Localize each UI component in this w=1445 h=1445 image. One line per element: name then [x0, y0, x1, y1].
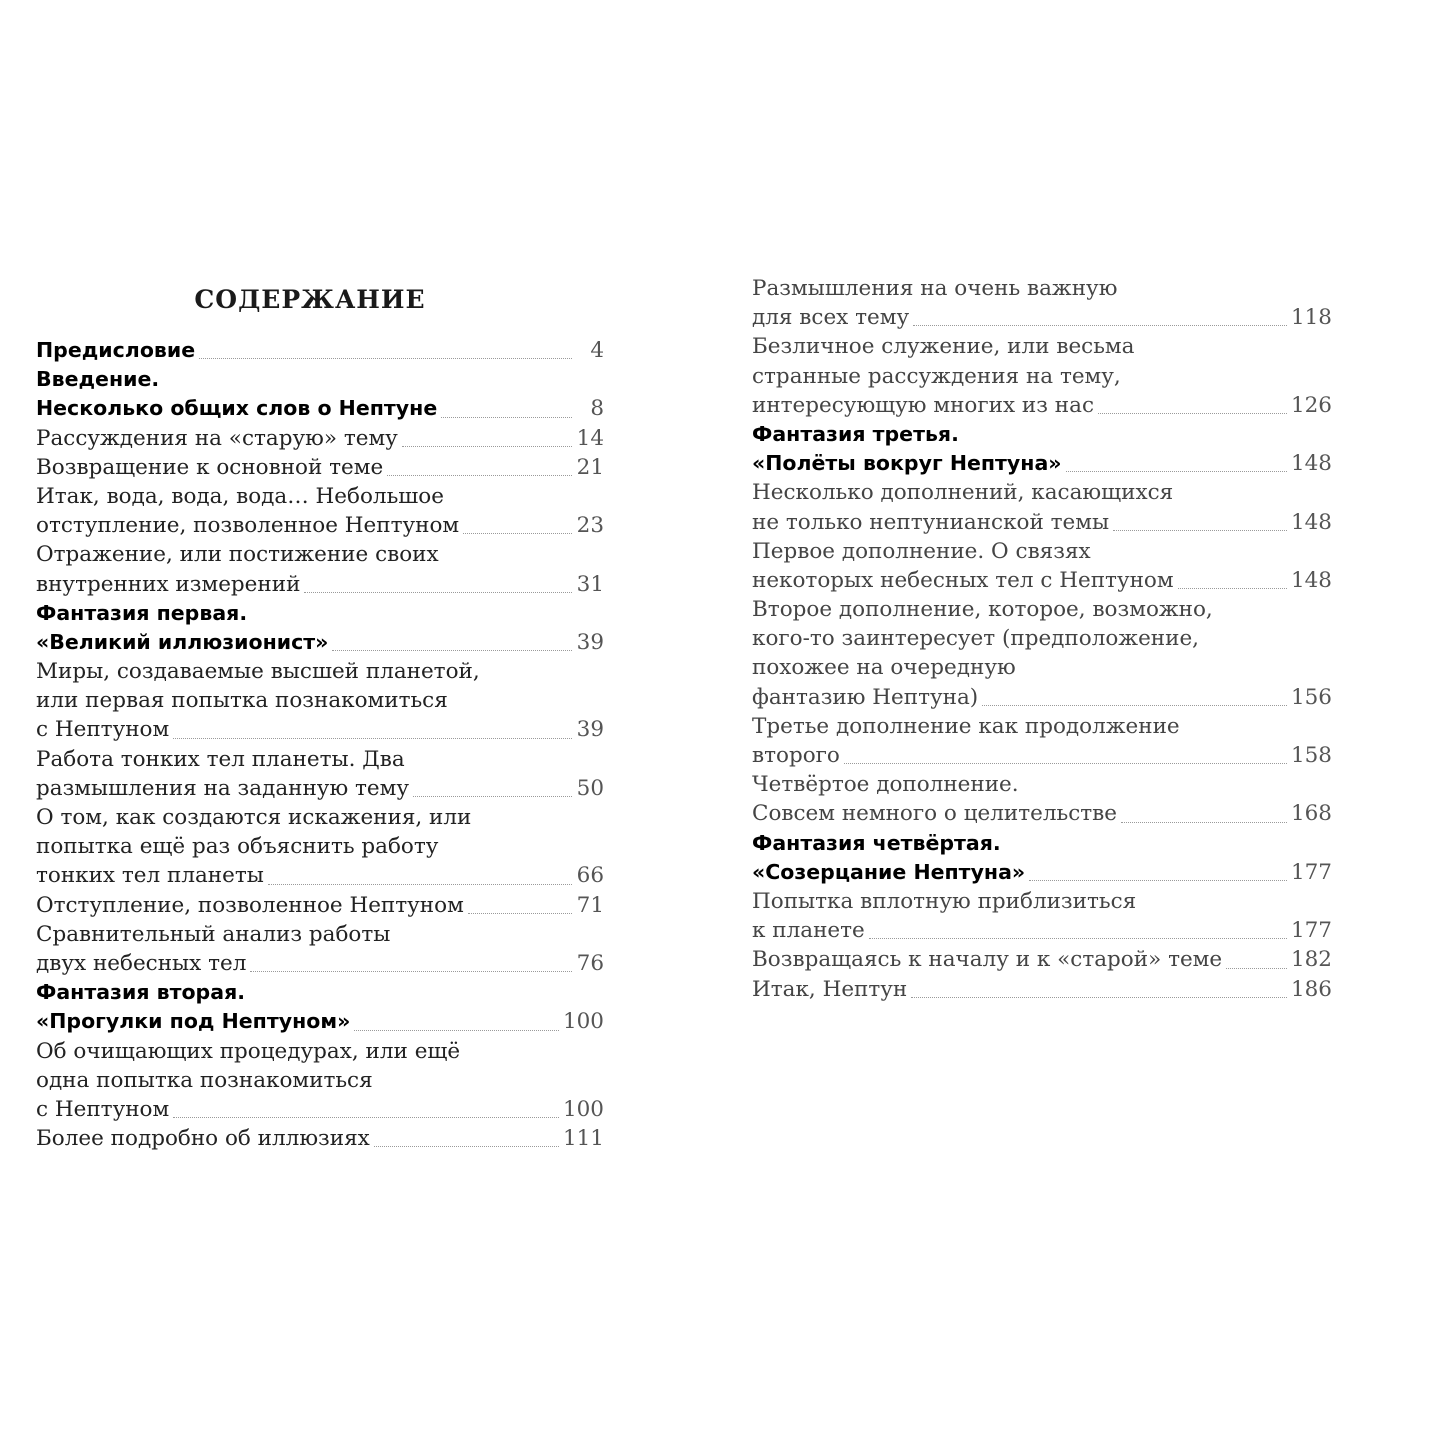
toc-page-number: 182 [1290, 947, 1332, 973]
dot-leader [468, 912, 572, 914]
toc-entry-line [752, 478, 1332, 507]
toc-entry-line [752, 799, 1332, 828]
toc-page-number: 21 [576, 454, 604, 480]
toc-entry-line [36, 774, 604, 803]
toc-page-number: 71 [576, 892, 604, 918]
toc-entry-text: странные рассуждения на тему, [752, 363, 1121, 389]
toc-page-number: 177 [1290, 859, 1332, 885]
toc-entry-line [36, 891, 604, 920]
toc-entry-text: Сравнительный анализ работы [36, 921, 391, 947]
toc-entry-line [36, 978, 604, 1007]
toc-entry-text: Первое дополнение. О связях [752, 538, 1091, 564]
toc-entry-line [752, 653, 1332, 682]
toc-title: СОДЕРЖАНИЕ [194, 285, 426, 314]
toc-page-number: 100 [562, 1096, 604, 1122]
toc-page-number: 111 [562, 1126, 604, 1152]
toc-entry-text: Безличное служение, или весьма [752, 334, 1135, 360]
toc-entry-text: или первая попытка познакомиться [36, 688, 448, 714]
toc-entry-line [752, 595, 1332, 624]
toc-page-number: 39 [576, 629, 604, 655]
toc-entry-text: О том, как создаются искажения, или [36, 805, 472, 830]
toc-entry [752, 829, 1332, 858]
toc-page-number: 177 [1290, 918, 1332, 944]
toc-entry-line [36, 628, 604, 657]
toc-entry-text: Несколько общих слов о Нептуне [36, 396, 438, 421]
toc-entry [752, 420, 1332, 449]
toc-entry-text: не только нептунианской темы [752, 509, 1110, 535]
toc-entry-text: Размышления на очень важную [752, 276, 1118, 301]
toc-entry-line [752, 537, 1332, 566]
toc-entry [752, 770, 1332, 799]
toc-page-number: 118 [1290, 305, 1332, 331]
toc-entry-line [752, 449, 1332, 478]
dot-leader [413, 795, 572, 797]
toc-entry-text: Итак, Нептун [752, 976, 908, 1002]
toc-entry-text: Миры, создаваемые высшей планетой, [36, 659, 480, 685]
toc-entry-text: для всех тему [752, 305, 910, 331]
toc-entry-text: Более подробно об иллюзиях [36, 1126, 370, 1152]
toc-entry-text: с Нептуном [36, 1096, 170, 1122]
toc-entry-text: Несколько дополнений, касающихся [752, 480, 1174, 506]
toc-page-number: 8 [590, 396, 604, 422]
dot-leader [982, 704, 1287, 706]
toc-entry [752, 945, 1332, 974]
toc-entry [752, 712, 1332, 770]
toc-entry [36, 394, 604, 423]
toc-entry-line [752, 303, 1332, 332]
toc-entry-line [752, 916, 1332, 945]
toc-entry [752, 478, 1332, 536]
dot-leader [387, 474, 572, 476]
toc-entry-line [752, 858, 1332, 887]
toc-entry-line [752, 975, 1332, 1004]
toc-entry-text: Фантазия четвёртая. [752, 830, 1001, 855]
dot-leader [304, 591, 572, 593]
toc-entry-line [36, 1124, 604, 1153]
toc-entry-line [36, 1037, 604, 1066]
toc-entry-line [752, 741, 1332, 770]
toc-entry [36, 540, 604, 598]
toc-list-left [36, 336, 604, 1153]
toc-entry-line [36, 540, 604, 569]
toc-entry [752, 975, 1332, 1004]
toc-entry-text: Совсем немного о целительстве [752, 801, 1117, 827]
toc-entry-text: «Прогулки под Нептуном» [36, 1009, 351, 1034]
toc-entry-line [36, 570, 604, 599]
toc-entry-text: Четвёртое дополнение. [752, 772, 1019, 798]
toc-entry [752, 332, 1332, 420]
toc-entry [752, 274, 1332, 332]
dot-leader [1178, 587, 1287, 589]
toc-entry-line [36, 1095, 604, 1124]
toc-entry [36, 365, 604, 394]
toc-entry-line [752, 887, 1332, 916]
toc-entry-text: Работа тонких тел планеты. Два [36, 746, 405, 772]
dot-leader [869, 937, 1287, 939]
toc-entry-line [752, 624, 1332, 653]
toc-page-number: 4 [590, 338, 604, 363]
toc-entry-text: Отражение, или постижение своих [36, 542, 439, 568]
toc-entry [752, 449, 1332, 478]
toc-entry-line [36, 686, 604, 715]
toc-entry-text: одна попытка познакомиться [36, 1067, 373, 1093]
toc-entry-text: попытка ещё раз объяснить работу [36, 834, 439, 860]
toc-entry [36, 1007, 604, 1036]
toc-entry-text: интересующую многих из нас [752, 392, 1094, 418]
toc-entry [36, 803, 604, 891]
dot-leader [441, 416, 572, 418]
dot-leader [354, 1029, 559, 1031]
toc-page-number: 66 [576, 863, 604, 889]
dot-leader [1113, 529, 1287, 531]
toc-entry [36, 453, 604, 482]
toc-entry [36, 482, 604, 540]
toc-entry-text: Возвращение к основной теме [36, 454, 384, 480]
toc-entry-line [36, 336, 604, 365]
toc-entry-line [752, 274, 1332, 303]
toc-entry-line [752, 683, 1332, 712]
toc-page-number: 126 [1290, 392, 1332, 418]
toc-entry-line [36, 365, 604, 394]
toc-entry-text: размышления на заданную тему [36, 775, 410, 801]
toc-entry-line [36, 599, 604, 628]
dot-leader [1121, 821, 1287, 823]
dot-leader [268, 883, 572, 885]
dot-leader [911, 996, 1287, 998]
toc-entry-line [36, 1066, 604, 1095]
toc-entry-line [752, 566, 1332, 595]
toc-list-right [752, 274, 1332, 1004]
toc-entry-text: двух небесных тел [36, 950, 247, 976]
toc-page-number: 76 [576, 950, 604, 976]
toc-page-number: 50 [576, 775, 604, 801]
toc-page-number: 148 [1290, 509, 1332, 535]
toc-entry-text: отступление, позволенное Нептуном [36, 513, 460, 539]
toc-entry [752, 537, 1332, 595]
toc-page-number: 23 [576, 513, 604, 539]
toc-entry-line [752, 829, 1332, 858]
toc-entry-text: некоторых небесных тел с Нептуном [752, 567, 1174, 593]
toc-left-column [36, 285, 604, 1153]
toc-entry-text: Рассуждения на «старую» тему [36, 425, 398, 451]
toc-entry-line [36, 920, 604, 949]
toc-entry-text: «Полёты вокруг Нептуна» [752, 451, 1062, 476]
toc-entry-line [36, 949, 604, 978]
toc-entry [36, 978, 604, 1007]
toc-entry-text: тонких тел планеты [36, 863, 264, 889]
toc-entry-text: Третье дополнение как продолжение [752, 713, 1180, 739]
toc-entry-text: Введение. [36, 367, 160, 392]
toc-entry-line [36, 424, 604, 453]
toc-entry-line [36, 453, 604, 482]
toc-entry-text: Предисловие [36, 338, 196, 362]
toc-entry-text: Фантазия вторая. [36, 980, 246, 1005]
toc-entry-text: кого-то заинтересует (предположение, [752, 626, 1200, 652]
toc-page-number: 100 [562, 1009, 604, 1035]
toc-page-number: 14 [576, 425, 604, 451]
toc-entry-line [36, 861, 604, 890]
toc-entry [36, 920, 604, 978]
toc-entry-text: «Великий иллюзионист» [36, 629, 329, 654]
toc-entry-text: внутренних измерений [36, 571, 301, 597]
toc-page-number: 168 [1290, 801, 1332, 827]
toc-page-number: 158 [1290, 743, 1332, 768]
toc-entry-line [36, 657, 604, 686]
dot-leader [913, 324, 1287, 326]
toc-right-column [752, 274, 1332, 1004]
toc-entry-text: фантазию Нептуна) [752, 684, 979, 710]
toc-entry-line [752, 420, 1332, 449]
toc-entry-text: Возвращаясь к началу и к «старой» теме [752, 947, 1223, 973]
toc-entry-text: Второе дополнение, которое, возможно, [752, 597, 1213, 623]
toc-entry [36, 745, 604, 803]
toc-entry [36, 424, 604, 453]
toc-entry-text: с Нептуном [36, 717, 170, 743]
toc-entry-text: Попытка вплотную приблизиться [752, 888, 1137, 914]
toc-entry-line [36, 745, 604, 774]
dot-leader [1098, 412, 1287, 414]
toc-entry [36, 336, 604, 365]
toc-entry-text: Итак, вода, вода, вода… Небольшое [36, 483, 444, 509]
toc-entry-line [36, 715, 604, 744]
toc-entry [752, 595, 1332, 712]
toc-entry-line [36, 1007, 604, 1036]
dot-leader [250, 970, 572, 972]
toc-entry-line [36, 482, 604, 511]
toc-page-number: 31 [576, 571, 604, 597]
toc-entry-line [36, 832, 604, 861]
toc-entry-text: Отступление, позволенное Нептуном [36, 892, 464, 918]
toc-page-number: 148 [1290, 567, 1332, 593]
toc-entry [36, 891, 604, 920]
toc-entry-text: похожее на очередную [752, 655, 1016, 681]
toc-entry [36, 1037, 604, 1125]
toc-entry-line [752, 508, 1332, 537]
toc-entry-text: Фантазия третья. [752, 421, 959, 446]
toc-page-number: 156 [1290, 684, 1332, 710]
toc-entry-text: к планете [752, 918, 865, 944]
toc-entry-line [752, 945, 1332, 974]
toc-page-number: 186 [1290, 976, 1332, 1002]
toc-entry [752, 858, 1332, 887]
dot-leader [374, 1145, 559, 1147]
toc-entry-line [752, 770, 1332, 799]
toc-entry-text: Об очищающих процедурах, или ещё [36, 1038, 461, 1064]
toc-entry [36, 599, 604, 628]
toc-entry-line [36, 394, 604, 423]
toc-entry [36, 657, 604, 745]
toc-entry-text: Фантазия первая. [36, 600, 248, 625]
toc-entry-text: «Созерцание Нептуна» [752, 859, 1026, 884]
toc-entry-line [752, 332, 1332, 361]
toc-entry [36, 628, 604, 657]
dot-leader [463, 532, 572, 534]
toc-entry-line [752, 391, 1332, 420]
dot-leader [1226, 967, 1287, 969]
dot-leader [402, 445, 572, 447]
dot-leader [1029, 879, 1287, 881]
toc-entry-line [752, 362, 1332, 391]
toc-page-number: 148 [1290, 451, 1332, 477]
toc-entry [36, 1124, 604, 1153]
toc-entry [752, 887, 1332, 945]
toc-entry-line [36, 803, 604, 832]
dot-leader [332, 649, 572, 651]
toc-entry [752, 799, 1332, 828]
dot-leader [844, 762, 1287, 764]
dot-leader [173, 1116, 559, 1118]
toc-entry-line [752, 712, 1332, 741]
toc-entry-line [36, 511, 604, 540]
dot-leader [1066, 470, 1287, 472]
toc-entry-text: второго [752, 743, 840, 768]
dot-leader [173, 737, 572, 739]
dot-leader [199, 357, 572, 359]
toc-page-number: 39 [576, 717, 604, 743]
